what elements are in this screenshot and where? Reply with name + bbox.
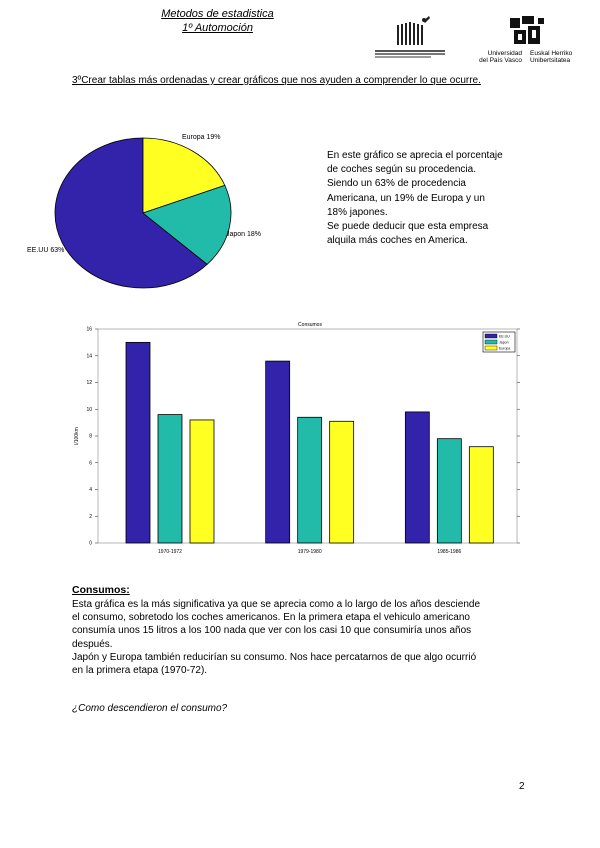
legend-swatch	[485, 346, 497, 350]
pie-label-eeuu: EE.UU 63%	[27, 247, 65, 254]
pie-label-europa: Europa 19%	[182, 134, 221, 141]
pie-desc-line: Americana, un 19% de Europa y un	[327, 192, 485, 204]
consumos-line: después.	[72, 638, 113, 650]
bar-chart-title: Consumos	[298, 322, 322, 328]
y-axis-label: l/100km	[74, 427, 80, 445]
y-tick-label: 4	[89, 487, 92, 493]
pie-description	[327, 149, 557, 248]
pie-label-japon: Japon 18%	[226, 231, 262, 238]
y-tick-label: 10	[86, 406, 92, 413]
consumos-line: el consumo, sobretodo los coches americanos. En la primera etapa el vehiculo americano	[72, 612, 470, 624]
bar-chart	[60, 318, 530, 568]
bar-japon-0	[158, 415, 182, 543]
x-tick-label: 1985-1986	[437, 549, 462, 555]
y-tick-label: 0	[89, 540, 92, 547]
x-tick-label: 1970-1972	[158, 549, 182, 555]
pie-desc-line: Se puede deducir que esta empresa	[327, 221, 489, 233]
y-tick-label: 12	[86, 380, 92, 386]
consumos-heading: Consumos:	[72, 584, 130, 596]
y-tick-label: 2	[89, 513, 92, 520]
y-tick-label: 6	[89, 460, 92, 467]
consumos-line: en la primera etapa (1970-72).	[72, 665, 208, 677]
y-tick-label: 16	[86, 326, 92, 333]
bar-japon-1	[298, 417, 322, 543]
legend-label: Japon	[499, 340, 509, 345]
pie-desc-line: de coches según su procedencia.	[327, 164, 476, 176]
consumos-line: Japón y Europa también reducirían su consumo. Nos hace percatarnos de que algo ocurrió	[72, 651, 477, 663]
consumos-line: Esta gráfica es la más significativa ya que se aprecia como a lo largo de los años desciende	[72, 599, 481, 610]
consumos-question: ¿Como descendieron el consumo?	[72, 703, 228, 714]
bar-europa-2	[469, 447, 493, 543]
bar-eeuu-2	[405, 412, 429, 543]
univ-es-line-2: del País Vasco	[479, 57, 522, 64]
upv-ehu-logo	[508, 14, 550, 50]
section-title: 3ºCrear tablas más ordenadas y crear gráficos que nos ayuden a comprender lo que ocurre.	[72, 75, 481, 86]
univ-name-es	[470, 50, 522, 64]
consumos-line: consumía unos 15 litros a los 100 nada que ver con los casi 10 que consumiría unos años	[72, 625, 472, 637]
legend-label: EE.UU	[499, 334, 510, 339]
bar-japon-2	[437, 439, 461, 543]
bar-europa-1	[330, 421, 354, 543]
univ-es-line-1: Universidad	[487, 50, 522, 57]
university-emblem-logo	[393, 15, 433, 47]
emblem-caption	[375, 49, 445, 61]
bar-europa-0	[190, 420, 214, 543]
legend-swatch	[485, 334, 497, 338]
univ-eu-line-1: Euskal Herriko	[530, 50, 573, 57]
page-number: 2	[519, 781, 525, 792]
document-subtitle: 1º Automoción	[182, 22, 253, 34]
bar-eeuu-0	[126, 342, 150, 543]
legend-label: Europa	[499, 346, 511, 351]
pie-desc-line: En este gráfico se aprecia el porcentaje	[327, 150, 503, 161]
bar-eeuu-1	[266, 361, 290, 543]
pie-desc-line: Siendo un 63% de procedencia	[327, 178, 466, 190]
pie-desc-line: alquila más coches en America.	[327, 235, 468, 247]
univ-eu-line-2: Unibertsitatea	[530, 57, 571, 64]
univ-name-eu	[530, 50, 592, 64]
y-tick-label: 14	[86, 353, 92, 360]
y-tick-label: 8	[89, 433, 92, 440]
pie-desc-line: 18% japones.	[327, 206, 388, 218]
pie-chart	[25, 125, 240, 300]
consumos-paragraph	[72, 598, 542, 677]
legend-swatch	[485, 340, 497, 344]
x-tick-label: 1979-1980	[297, 549, 322, 555]
document-title: Metodos de estadistica	[161, 8, 274, 20]
